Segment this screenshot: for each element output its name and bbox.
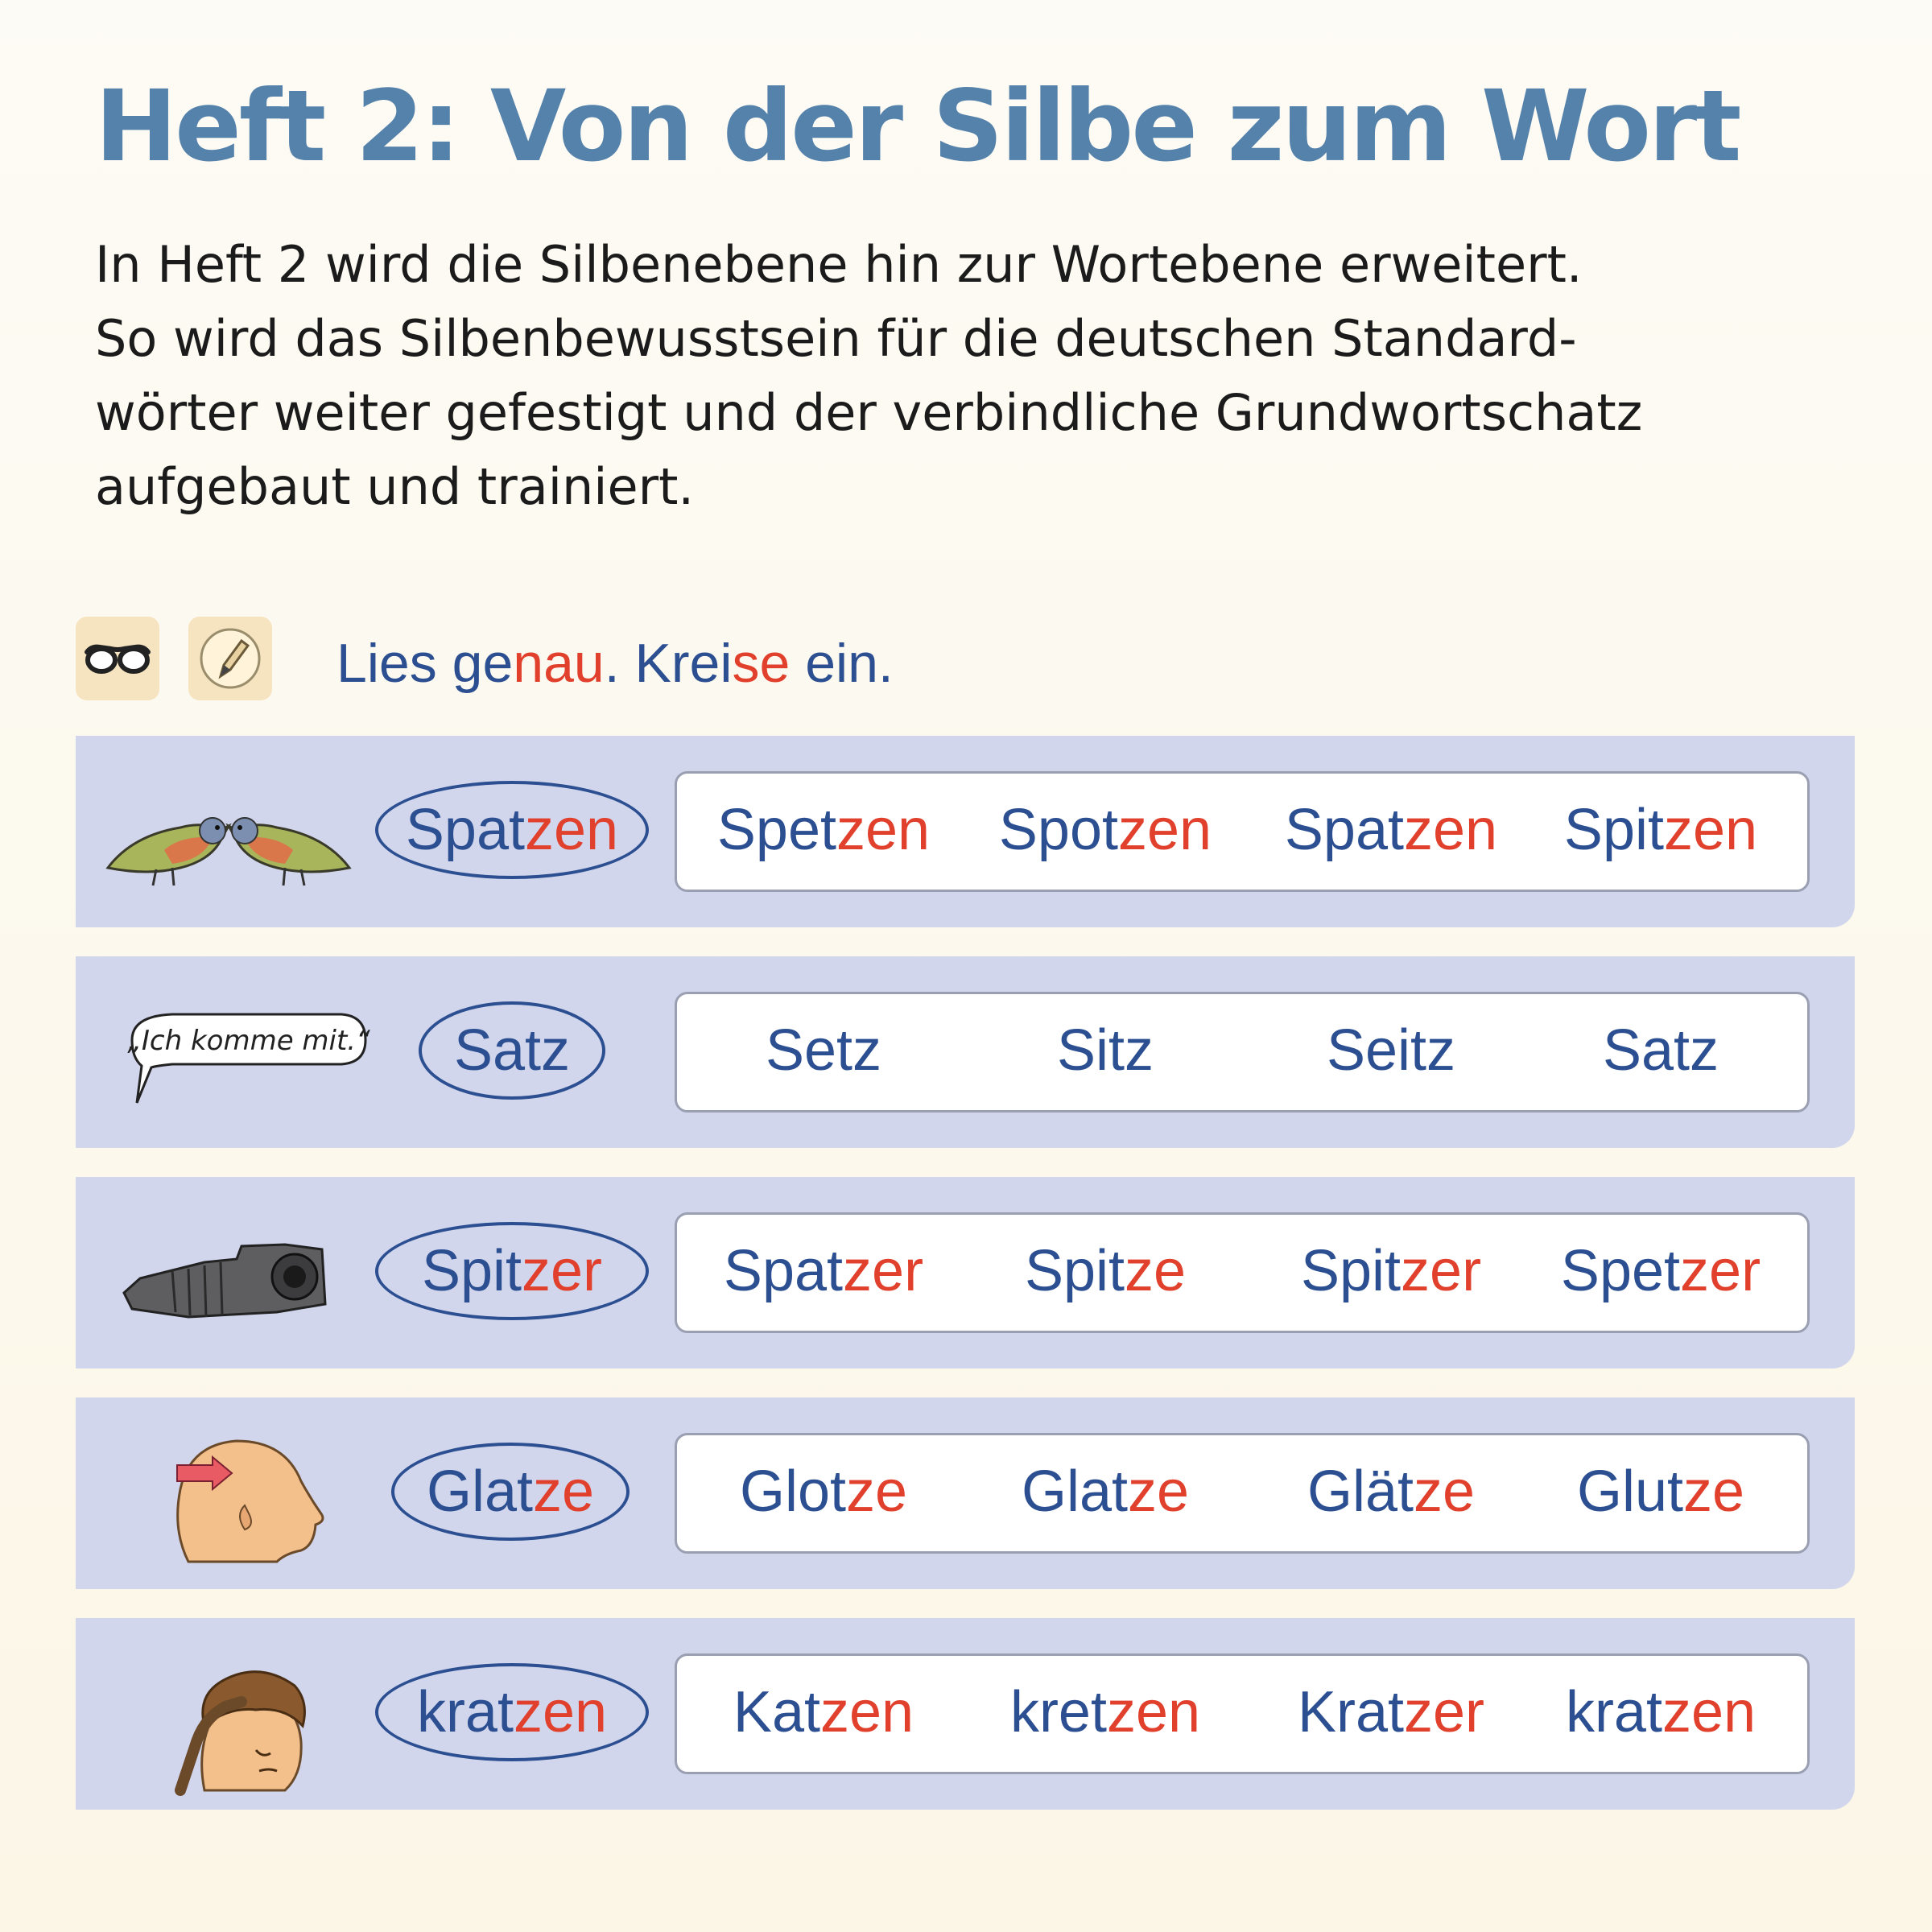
word-choice[interactable] xyxy=(1024,1239,1187,1303)
instruction-part: nau xyxy=(513,633,605,694)
boy-scratching-head-picture xyxy=(84,1629,374,1798)
target-word-part: zen xyxy=(513,1680,608,1744)
exercise-row xyxy=(76,1618,1855,1810)
word-choice[interactable] xyxy=(1284,798,1498,862)
word-choice-part: Glat xyxy=(1021,1459,1128,1524)
word-choice-part: Spet xyxy=(716,798,837,862)
target-word-part: Satz xyxy=(453,1018,571,1083)
word-choice[interactable] xyxy=(716,798,931,862)
word-choice-part: zen xyxy=(1106,1680,1201,1744)
intro-line: So wird das Silbenbewusstsein für die deutschen Standard- xyxy=(95,309,1577,368)
word-choice-part: Seitz xyxy=(1326,1018,1456,1083)
instruction-text xyxy=(336,633,894,694)
word-choice[interactable] xyxy=(1560,1239,1761,1303)
intro-line: In Heft 2 wird die Silbenebene hin zur Wortebene erweitert. xyxy=(95,235,1583,294)
word-choice-part: ze xyxy=(1128,1459,1190,1524)
choice-box xyxy=(675,1433,1810,1554)
word-choice-part: zer xyxy=(1401,1239,1482,1303)
page-title: Heft 2: Von der Silbe zum Wort xyxy=(95,69,1740,184)
speech-bubble-picture xyxy=(84,968,374,1137)
word-choice-part: kret xyxy=(1009,1680,1107,1744)
word-choice-part: zer xyxy=(1404,1680,1485,1744)
word-choice-part: zen xyxy=(836,798,931,862)
speech-bubble-text: „Ich komme mit.“ xyxy=(127,1025,370,1057)
word-choice-part: Glot xyxy=(739,1459,846,1524)
word-choice-part: ze xyxy=(1683,1459,1745,1524)
choice-box xyxy=(675,1212,1810,1333)
target-word-part: zen xyxy=(525,798,619,862)
instruction-part: . Krei xyxy=(604,633,733,694)
word-choice-part: ze xyxy=(1125,1239,1187,1303)
instruction-part: se xyxy=(732,633,791,694)
word-choice-part: Krat xyxy=(1297,1680,1405,1744)
target-word xyxy=(375,1663,649,1761)
word-choice-part: zen xyxy=(1662,1680,1757,1744)
word-choice-part: zer xyxy=(1680,1239,1761,1303)
word-choice[interactable] xyxy=(1563,798,1758,862)
pencil-sharpener-picture xyxy=(84,1188,374,1357)
word-choice-part: Spit xyxy=(1024,1239,1125,1303)
word-choice-part: Spat xyxy=(1284,798,1405,862)
word-choice[interactable] xyxy=(1021,1459,1190,1524)
target-word-part: krat xyxy=(416,1680,514,1744)
word-choice[interactable] xyxy=(765,1018,882,1083)
target-word-part: Glat xyxy=(426,1459,533,1524)
word-choice-part: zen xyxy=(1404,798,1498,862)
word-choice-part: Spit xyxy=(1300,1239,1402,1303)
target-word-part: Spat xyxy=(405,798,526,862)
word-choice[interactable] xyxy=(1602,1018,1719,1083)
exercise-row xyxy=(76,956,1855,1148)
word-choice[interactable] xyxy=(1009,1680,1201,1744)
target-word-part: Spit xyxy=(421,1239,522,1303)
word-choice-part: Satz xyxy=(1602,1018,1719,1083)
target-word xyxy=(375,781,649,879)
word-choice-part: Spet xyxy=(1560,1239,1681,1303)
word-choice-part: Spat xyxy=(723,1239,844,1303)
word-choice-part: ze xyxy=(846,1459,908,1524)
instruction-part: Lies ge xyxy=(336,633,514,694)
word-choice[interactable] xyxy=(1326,1018,1456,1083)
word-choice[interactable] xyxy=(733,1680,914,1744)
word-choice-part: Sitz xyxy=(1056,1018,1154,1083)
intro-line: wörter weiter gefestigt und der verbindliche Grundwortschatz xyxy=(95,383,1643,442)
word-choice[interactable] xyxy=(739,1459,908,1524)
word-choice[interactable] xyxy=(1307,1459,1476,1524)
word-choice[interactable] xyxy=(1300,1239,1482,1303)
choice-box xyxy=(675,1653,1810,1774)
intro-paragraph xyxy=(95,228,1906,524)
word-choice[interactable] xyxy=(1056,1018,1154,1083)
word-choice-part: Glut xyxy=(1576,1459,1683,1524)
target-word xyxy=(375,1222,649,1320)
word-choice-part: Spot xyxy=(998,798,1119,862)
choice-box xyxy=(675,992,1810,1113)
choice-box xyxy=(675,771,1810,892)
word-choice[interactable] xyxy=(1576,1459,1745,1524)
word-choice-part: zen xyxy=(819,1680,914,1744)
word-choice-part: krat xyxy=(1565,1680,1662,1744)
exercise-row xyxy=(76,1397,1855,1589)
exercise-row xyxy=(76,736,1855,927)
word-choice-part: zen xyxy=(1118,798,1212,862)
sparrows-picture xyxy=(84,747,374,916)
target-word xyxy=(419,1001,605,1100)
word-choice-part: Glät xyxy=(1307,1459,1414,1524)
word-choice-part: Kat xyxy=(733,1680,820,1744)
glasses-icon xyxy=(76,617,159,700)
word-choice-part: Setz xyxy=(765,1018,882,1083)
word-choice-part: ze xyxy=(1414,1459,1476,1524)
word-choice[interactable] xyxy=(1565,1680,1757,1744)
word-choice-part: Spit xyxy=(1563,798,1664,862)
word-choice[interactable] xyxy=(998,798,1212,862)
word-choice[interactable] xyxy=(723,1239,924,1303)
bald-head-picture xyxy=(84,1409,374,1578)
instruction-part: ein. xyxy=(790,633,894,694)
pencil-icon xyxy=(188,617,272,700)
word-choice-part: zen xyxy=(1663,798,1758,862)
intro-line: aufgebaut und trainiert. xyxy=(95,457,695,516)
word-choice-part: zer xyxy=(843,1239,924,1303)
target-word-part: zer xyxy=(522,1239,603,1303)
target-word xyxy=(391,1443,630,1541)
word-choice[interactable] xyxy=(1297,1680,1485,1744)
target-word-part: ze xyxy=(533,1459,595,1524)
exercise-row xyxy=(76,1177,1855,1368)
